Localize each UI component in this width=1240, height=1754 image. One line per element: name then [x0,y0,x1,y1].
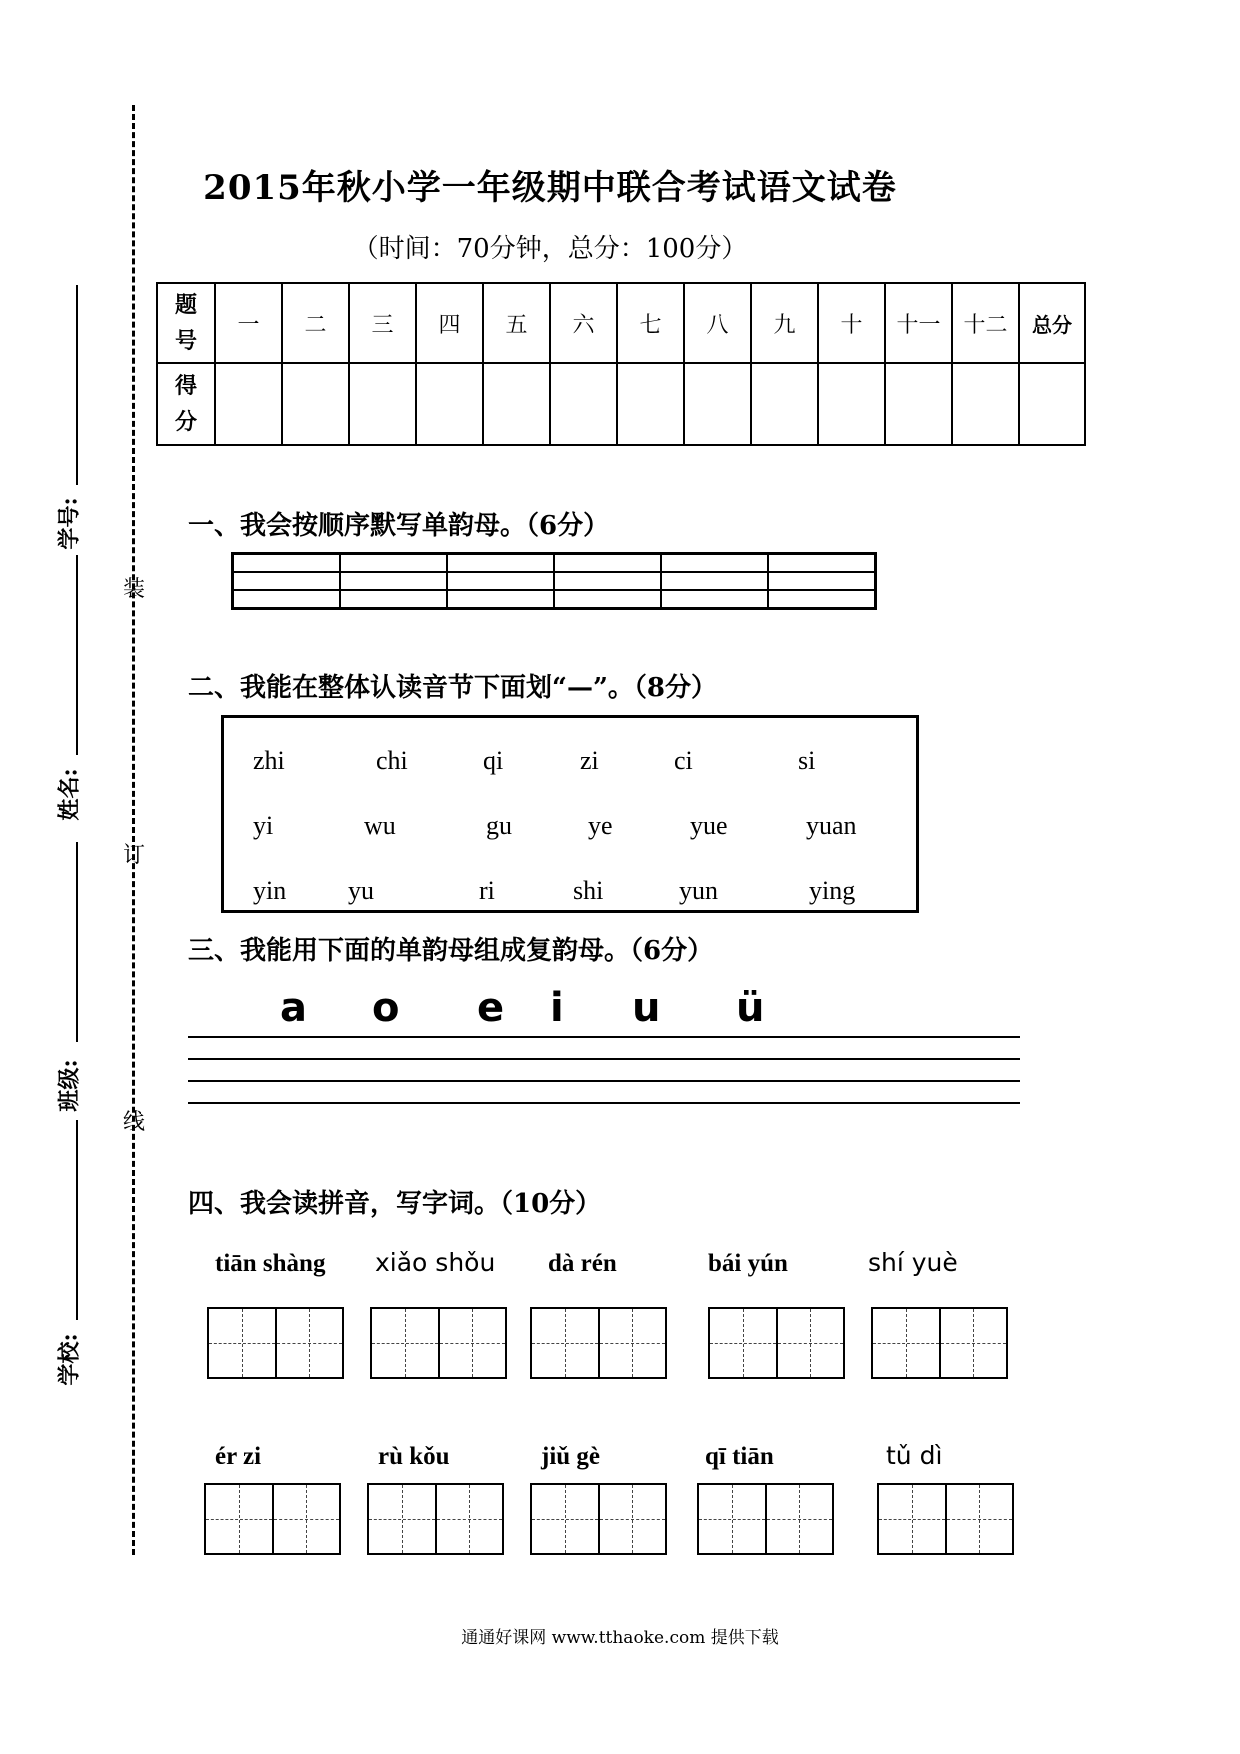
grid-cell[interactable] [768,572,876,590]
school-line [76,1120,78,1320]
question-number: 六 [550,283,617,363]
score-cell[interactable] [550,363,617,445]
pinyin-prompt: rù kǒu [378,1443,450,1470]
score-table [156,282,1086,446]
char-cell[interactable] [941,1309,1007,1377]
class-label: 班级: [56,1059,83,1112]
question-number: 三 [349,283,416,363]
vowel-letter: u [632,985,661,1031]
char-cell[interactable] [600,1485,666,1553]
syllable[interactable]: yuan [806,811,857,840]
question-number: 四 [416,283,483,363]
pinyin-prompt: dà rén [548,1250,617,1277]
syllable[interactable]: yue [690,811,728,840]
char-cell[interactable] [532,1485,600,1553]
name-line [76,555,78,755]
exam-info: （时间：70分钟，总分：100分） [352,234,748,264]
page-title: 2015年秋小学一年级期中联合考试语文试卷 [203,168,897,208]
bind-char-ding: 订 [123,843,146,868]
pinyin-prompt: tiān shàng [215,1250,326,1277]
question-number: 十二 [952,283,1019,363]
tianzige-box[interactable] [530,1307,667,1379]
grid-cell[interactable] [233,590,341,609]
grid-cell[interactable] [554,590,661,609]
grid-cell[interactable] [340,554,447,573]
grid-cell[interactable] [661,572,768,590]
name-label: 姓名: [56,768,83,821]
pinyin-prompt: qī tiān [705,1443,774,1470]
char-cell[interactable] [277,1309,343,1377]
char-cell[interactable] [372,1309,440,1377]
char-cell[interactable] [206,1485,274,1553]
vowel-letter: o [372,985,400,1031]
vowel-letter: a [280,985,307,1031]
syllable[interactable]: chi [376,746,408,775]
bind-char-xian: 线 [123,1110,146,1135]
char-cell[interactable] [947,1485,1013,1553]
syllable[interactable]: zhi [253,746,285,775]
char-cell[interactable] [209,1309,277,1377]
question-number: 二 [282,283,349,363]
score-cell[interactable] [818,363,885,445]
tianzige-box[interactable] [367,1483,504,1555]
score-cell[interactable] [684,363,751,445]
vowel-letter: e [477,985,505,1031]
grid-cell[interactable] [447,554,554,573]
total-score-cell[interactable] [1019,363,1085,445]
question-3-heading: 三、我能用下面的单韵母组成复韵母。（6分） [188,936,714,966]
pinyin-prompt: tǔ dì [886,1441,943,1470]
vowel-writing-grid[interactable] [231,552,877,610]
school-label: 学校: [56,1333,83,1386]
grid-cell[interactable] [554,554,661,573]
syllable[interactable]: ye [588,811,613,840]
syllable-box [221,715,919,913]
pinyin-prompt: bái yún [708,1250,788,1277]
grid-cell[interactable] [340,590,447,609]
char-cell[interactable] [369,1485,437,1553]
score-cell[interactable] [483,363,550,445]
writing-line[interactable] [188,1036,1020,1038]
question-number: 五 [483,283,550,363]
pinyin-prompt: ér zi [215,1443,262,1470]
header-char: 分 [174,409,197,435]
syllable[interactable]: si [798,746,816,775]
writing-line[interactable] [188,1080,1020,1082]
writing-line[interactable] [188,1058,1020,1060]
char-cell[interactable] [437,1485,503,1553]
binding-dashed-line [132,105,135,1555]
student-id-line [76,285,78,485]
char-cell[interactable] [778,1309,844,1377]
score-cell[interactable] [617,363,684,445]
footer-credit: 通通好课网 www.tthaoke.com 提供下载 [461,1628,779,1648]
score-cell[interactable] [952,363,1019,445]
grid-cell[interactable] [661,590,768,609]
syllable[interactable]: ying [809,876,856,905]
tianzige-box[interactable] [871,1307,1008,1379]
syllable[interactable]: yun [679,876,718,905]
pinyin-prompt: shí yuè [868,1248,958,1277]
syllable[interactable]: yu [348,876,374,905]
bind-char-zhuang: 装 [123,577,146,602]
tianzige-box[interactable] [204,1483,341,1555]
score-cell[interactable] [282,363,349,445]
tianzige-box[interactable] [530,1483,667,1555]
header-char: 得 [174,373,197,399]
class-line [76,842,78,1042]
char-cell[interactable] [699,1485,767,1553]
syllable[interactable]: shi [573,876,604,905]
vowel-letter: i [550,985,564,1031]
writing-line[interactable] [188,1102,1020,1104]
char-cell[interactable] [879,1485,947,1553]
syllable[interactable]: wu [364,811,396,840]
char-cell[interactable] [710,1309,778,1377]
syllable[interactable]: ci [674,746,693,775]
char-cell[interactable] [532,1309,600,1377]
score-cell[interactable] [751,363,818,445]
tianzige-box[interactable] [370,1307,507,1379]
question-number: 十 [818,283,885,363]
grid-cell[interactable] [233,572,341,590]
pinyin-prompt: jiǔ gè [541,1443,601,1470]
char-cell[interactable] [767,1485,833,1553]
grid-cell[interactable] [340,572,447,590]
question-number: 七 [617,283,684,363]
header-char: 号 [174,328,197,354]
pinyin-prompt: xiǎo shǒu [375,1248,496,1277]
question-number: 一 [215,283,282,363]
score-row-header [157,363,215,445]
score-cell[interactable] [885,363,952,445]
question-number: 九 [751,283,818,363]
char-cell[interactable] [600,1309,666,1377]
syllable[interactable]: zi [580,746,599,775]
char-cell[interactable] [873,1309,941,1377]
score-cell[interactable] [416,363,483,445]
question-1-heading: 一、我会按顺序默写单韵母。（6分） [188,511,610,541]
student-id-label: 学号: [56,497,83,550]
grid-cell[interactable] [233,554,341,573]
tianzige-box[interactable] [207,1307,344,1379]
score-cell[interactable] [349,363,416,445]
syllable[interactable]: ri [479,876,495,905]
char-cell[interactable] [274,1485,340,1553]
score-table-header [157,283,215,363]
syllable[interactable]: qi [483,746,504,775]
grid-cell[interactable] [447,572,554,590]
syllable[interactable]: yin [253,876,287,905]
tianzige-box[interactable] [697,1483,834,1555]
question-number: 十一 [885,283,952,363]
grid-cell[interactable] [661,554,768,573]
syllable[interactable]: gu [486,811,512,840]
question-2-heading: 二、我能在整体认读音节下面划“—”。（8分） [188,673,718,703]
question-number: 八 [684,283,751,363]
total-column: 总分 [1019,283,1085,363]
vowel-letter: ü [736,985,765,1031]
char-cell[interactable] [440,1309,506,1377]
question-4-heading: 四、我会读拼音，写字词。（10分） [188,1189,602,1219]
grid-cell[interactable] [768,590,876,609]
tianzige-box[interactable] [877,1483,1014,1555]
grid-cell[interactable] [554,572,661,590]
tianzige-box[interactable] [708,1307,845,1379]
header-char: 题 [174,292,197,318]
syllable[interactable]: yi [253,811,274,840]
grid-cell[interactable] [768,554,876,573]
grid-cell[interactable] [447,590,554,609]
score-cell[interactable] [215,363,282,445]
